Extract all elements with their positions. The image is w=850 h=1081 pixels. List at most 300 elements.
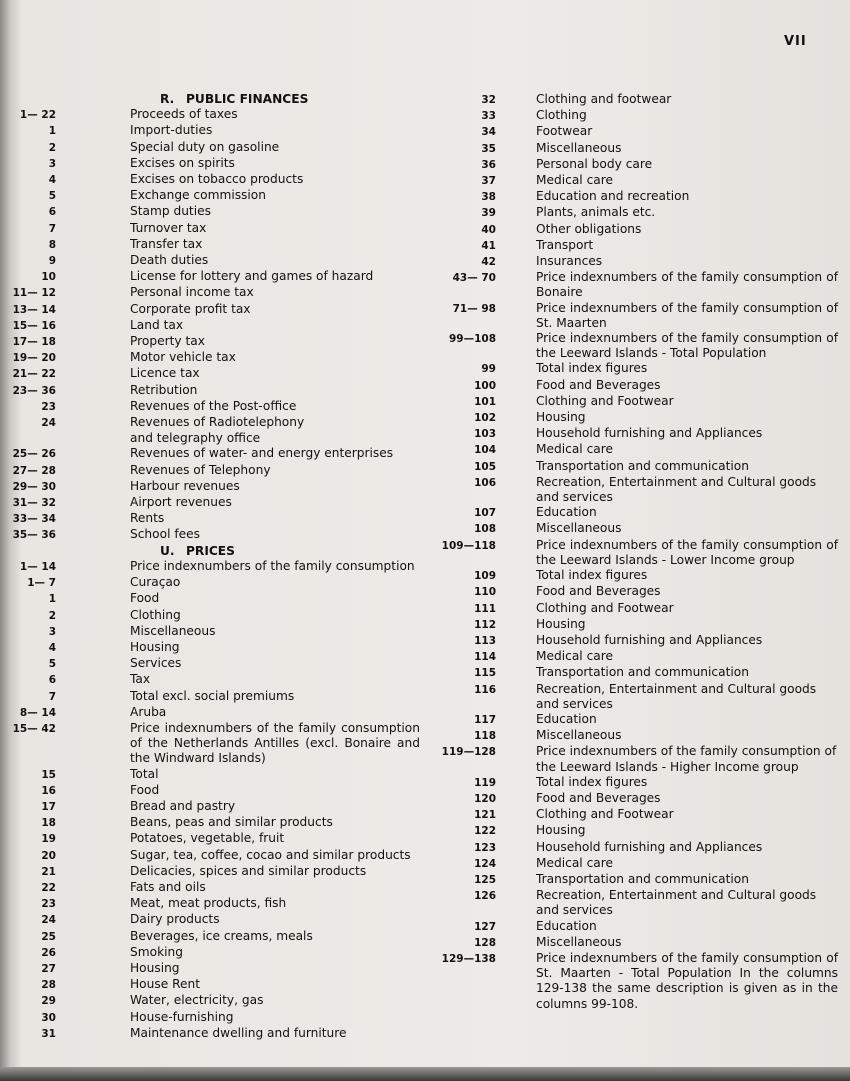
table-entry [428, 649, 838, 665]
entry-number: 102 [474, 412, 496, 425]
table-entry [428, 712, 838, 728]
table-entry [0, 495, 420, 511]
entry-number: 3 [48, 625, 56, 638]
entry-number: 118 [474, 730, 496, 743]
table-entry [428, 361, 838, 377]
entry-number: 122 [474, 825, 496, 838]
entry-description: Plants, animals etc. [536, 205, 656, 220]
entry-number: 43— 70 [452, 272, 496, 285]
entry-number: 13— 14 [12, 303, 56, 316]
table-entry [0, 383, 420, 399]
entry-number: 38 [481, 191, 496, 204]
entry-number: 99 [481, 363, 496, 376]
entry-number: 33— 34 [12, 513, 56, 526]
table-entry [428, 238, 838, 254]
entry-description: Education and recreation [536, 189, 690, 204]
entry-description: Fats and oils [130, 879, 206, 894]
entry-description: Food and Beverages [536, 584, 661, 599]
section-letter: U. [160, 543, 175, 558]
entry-number: 25 [41, 930, 56, 943]
entry-description: Meat, meat products, fish [130, 896, 287, 911]
table-entry [428, 378, 838, 394]
entry-description: Beans, peas and similar products [130, 815, 333, 830]
entry-description: Medical care [536, 649, 613, 664]
section-letter: R. [160, 92, 175, 106]
table-entry [0, 431, 420, 446]
entry-description: Price indexnumbers of the family consumption of the Leeward Islands - Lower Income group [536, 537, 838, 567]
entry-description: Medical care [536, 855, 613, 870]
table-entry [428, 728, 838, 744]
entry-description: Death duties [130, 253, 209, 268]
entry-number: 101 [474, 395, 496, 408]
entry-number: 113 [474, 634, 496, 647]
entry-number: 40 [481, 223, 496, 236]
entry-description: Water, electricity, gas [130, 993, 264, 1008]
table-entry [0, 285, 420, 301]
entry-number: 71— 98 [452, 302, 496, 315]
entry-number: 108 [474, 523, 496, 536]
entry-number: 37 [481, 175, 496, 188]
entry-number: 22 [41, 881, 56, 894]
entry-number: 15 [41, 768, 56, 781]
table-entry [0, 945, 420, 961]
entry-description: Corporate profit tax [130, 301, 251, 316]
entry-description: License for lottery and games of hazard [130, 269, 374, 284]
entry-number: 111 [474, 602, 496, 615]
table-entry [428, 633, 838, 649]
entry-number: 2 [48, 609, 56, 622]
entry-description: Price indexnumbers of the family consumption of St. Maarten [536, 300, 838, 330]
table-entry [0, 608, 420, 624]
table-entry [0, 672, 420, 688]
table-entry [0, 961, 420, 977]
entry-description: Airport revenues [130, 495, 232, 510]
entry-number: 26 [41, 946, 56, 959]
table-entry [0, 799, 420, 815]
entry-description: Import-duties [130, 123, 213, 138]
entry-description: Medical care [536, 173, 613, 188]
table-entry [0, 896, 420, 912]
entry-number: 30 [41, 1011, 56, 1024]
entry-description: Education [536, 711, 597, 726]
entry-number: 123 [474, 841, 496, 854]
entry-description: Revenues of the Post-office [130, 398, 297, 413]
entry-description: Personal income tax [130, 285, 254, 300]
entry-number: 103 [474, 428, 496, 441]
entry-number: 100 [474, 379, 496, 392]
entry-number: 110 [474, 586, 496, 599]
entry-description: Beverages, ice creams, meals [130, 928, 313, 943]
table-entry [428, 919, 838, 935]
table-entry [0, 1010, 420, 1026]
table-entry [428, 568, 838, 584]
table-entry [0, 880, 420, 896]
table-entry [428, 92, 838, 108]
entry-description: Total excl. social premiums [130, 688, 295, 703]
entry-number: 41 [481, 239, 496, 252]
entry-number: 126 [474, 890, 496, 903]
entry-description: House Rent [130, 977, 200, 992]
table-entry [0, 107, 420, 123]
entry-description: Miscellaneous [130, 623, 216, 638]
entry-description: Licence tax [130, 366, 200, 381]
table-entry [0, 993, 420, 1009]
entry-description: Total index figures [536, 568, 648, 583]
entry-description: Food and Beverages [536, 377, 661, 392]
table-entry [428, 426, 838, 442]
entry-description: Clothing [536, 108, 587, 123]
entry-description: Exchange commission [130, 188, 266, 203]
entry-number: 31 [41, 1027, 56, 1040]
entry-number: 42 [481, 256, 496, 269]
table-entry [428, 394, 838, 410]
entry-number: 120 [474, 792, 496, 805]
entry-number: 20 [41, 849, 56, 862]
entry-number: 15— 42 [12, 722, 56, 735]
entry-description: Land tax [130, 317, 184, 332]
entry-number: 117 [474, 713, 496, 726]
table-entry [0, 221, 420, 237]
table-entry [0, 511, 420, 527]
entry-description: Clothing and Footwear [536, 600, 674, 615]
entry-description: Food and Beverages [536, 790, 661, 805]
entry-number: 107 [474, 507, 496, 520]
entry-description: Food [130, 782, 160, 797]
entry-description: and telegraphy office [130, 431, 261, 446]
entry-number: 21— 22 [12, 368, 56, 381]
entry-description: Education [536, 505, 597, 520]
entry-description: Footwear [536, 124, 593, 139]
entry-number: 10 [41, 271, 56, 284]
heading-spacer [0, 544, 56, 545]
entry-description: Special duty on gasoline [130, 139, 280, 154]
entry-description: Total index figures [536, 361, 648, 376]
table-entry [0, 1026, 420, 1042]
entry-number: 4 [48, 641, 56, 654]
entry-description: School fees [130, 527, 200, 542]
entry-description: Price indexnumbers of the family consumption [130, 558, 415, 573]
entry-description: Curaçao [130, 575, 181, 590]
entry-description: Services [130, 656, 182, 671]
entry-number: 21 [41, 865, 56, 878]
table-entry [428, 791, 838, 807]
entry-description: Clothing [130, 607, 181, 622]
entry-description: Education [536, 918, 597, 933]
table-entry [428, 108, 838, 124]
table-entry [0, 815, 420, 831]
entry-number: 8— 14 [19, 706, 56, 719]
section-title [56, 92, 420, 107]
entry-description: Price indexnumbers of the family consumption of Bonaire [536, 270, 838, 300]
entry-number: 29— 30 [12, 480, 56, 493]
entry-description: Miscellaneous [536, 934, 622, 949]
table-entry [428, 124, 838, 140]
table-entry [428, 301, 838, 331]
table-entry [0, 334, 420, 350]
entry-description: Motor vehicle tax [130, 350, 236, 365]
entry-number: 7 [48, 690, 56, 703]
entry-description: Rents [130, 511, 165, 526]
section-title-text: PRICES [186, 543, 235, 558]
entry-description: Transportation and communication [536, 871, 749, 886]
entry-number: 17— 18 [12, 336, 56, 349]
table-entry [428, 505, 838, 521]
table-entry [428, 856, 838, 872]
entry-number: 29 [41, 995, 56, 1008]
table-entry [0, 318, 420, 334]
table-entry [428, 475, 838, 505]
table-entry [0, 767, 420, 783]
entry-description: Price indexnumbers of the family consumption of the Leeward Islands - Total Population [536, 331, 838, 361]
table-entry [0, 204, 420, 220]
entry-description: Insurances [536, 254, 603, 269]
entry-number: 99—108 [448, 333, 496, 346]
section-heading [0, 544, 420, 559]
table-entry [0, 689, 420, 705]
entry-number: 119 [474, 776, 496, 789]
entry-description: Recreation, Entertainment and Cultural goods and services [536, 888, 817, 918]
entry-number: 109 [474, 570, 496, 583]
entry-number: 19 [41, 833, 56, 846]
entry-number: 7 [48, 222, 56, 235]
entry-number: 4 [48, 174, 56, 187]
table-entry [428, 459, 838, 475]
table-entry [0, 253, 420, 269]
table-entry [0, 269, 420, 285]
entry-number: 124 [474, 857, 496, 870]
table-entry [0, 237, 420, 253]
table-entry [0, 864, 420, 880]
entry-number: 2 [48, 141, 56, 154]
table-entry [0, 848, 420, 864]
entry-number: 15— 16 [12, 319, 56, 332]
table-entry [428, 840, 838, 856]
entry-number: 121 [474, 809, 496, 822]
table-entry [428, 744, 838, 774]
entry-description: Housing [536, 616, 586, 631]
entry-number: 23 [41, 898, 56, 911]
entry-description: Turnover tax [130, 220, 207, 235]
table-entry [428, 601, 838, 617]
table-entry [428, 538, 838, 568]
page-bottom-edge [0, 1067, 850, 1081]
entry-number: 36 [481, 158, 496, 171]
page-number: VII [784, 34, 807, 49]
table-entry [0, 929, 420, 945]
entry-description: Household furnishing and Appliances [536, 839, 763, 854]
table-entry [0, 140, 420, 156]
table-entry [0, 783, 420, 799]
entry-description: Excises on tobacco products [130, 172, 304, 187]
table-entry [0, 188, 420, 204]
entry-description: Transportation and communication [536, 665, 749, 680]
entry-description: Dairy products [130, 912, 220, 927]
entry-description: Clothing and Footwear [536, 393, 674, 408]
entry-number: 115 [474, 667, 496, 680]
entry-description: Miscellaneous [536, 521, 622, 536]
table-entry [0, 415, 420, 431]
entry-description: Maintenance dwelling and furniture [130, 1025, 347, 1040]
entry-number: 24 [41, 914, 56, 927]
entry-number: 3 [48, 157, 56, 170]
entry-description: Sugar, tea, coffee, cocao and similar products [130, 847, 411, 862]
entry-number: 34 [481, 126, 496, 139]
entry-number: 33 [481, 110, 496, 123]
entry-number: 27— 28 [12, 464, 56, 477]
left-column [0, 92, 420, 1042]
entry-number: 128 [474, 936, 496, 949]
entry-number: 1 [48, 593, 56, 606]
entry-number: 106 [474, 476, 496, 489]
table-entry [428, 141, 838, 157]
entry-number: 39 [481, 207, 496, 220]
entry-number: 8 [48, 238, 56, 251]
entry-description: Revenues of water- and energy enterprises [130, 446, 394, 461]
table-entry [0, 446, 420, 462]
entry-description: Revenues of Telephony [130, 462, 271, 477]
table-entry [428, 222, 838, 238]
table-entry [0, 172, 420, 188]
entry-description: Household furnishing and Appliances [536, 632, 763, 647]
table-entry [428, 775, 838, 791]
entry-description: Price indexnumbers of the family consumption of the Netherlands Antilles (excl. Bonaire and the Windward Islands) [130, 720, 420, 766]
heading-spacer [0, 92, 56, 93]
entry-number: 112 [474, 618, 496, 631]
entry-description: Medical care [536, 442, 613, 457]
entry-description: Personal body care [536, 156, 653, 171]
entry-description: Aruba [130, 704, 167, 719]
entry-number: 6 [48, 674, 56, 687]
entry-number: 125 [474, 873, 496, 886]
table-entry [428, 935, 838, 951]
entry-description: Other obligations [536, 221, 642, 236]
entry-number: 9 [48, 255, 56, 268]
table-entry [0, 463, 420, 479]
entry-number: 1— 7 [27, 577, 56, 590]
entry-description: Transport [536, 237, 594, 252]
table-entry [0, 350, 420, 366]
entry-description: Transfer tax [130, 236, 203, 251]
entry-description: Recreation, Entertainment and Cultural goods and services [536, 681, 817, 711]
table-entry [428, 157, 838, 173]
entry-description: Smoking [130, 944, 183, 959]
entry-number: 119—128 [441, 746, 496, 759]
entry-description: Property tax [130, 334, 205, 349]
entry-number: 25— 26 [12, 448, 56, 461]
entry-number: 17 [41, 800, 56, 813]
table-entry [0, 527, 420, 543]
table-entry [0, 302, 420, 318]
entry-number: 116 [474, 683, 496, 696]
entry-number: 27 [41, 962, 56, 975]
entry-description: Housing [536, 410, 586, 425]
table-entry [0, 640, 420, 656]
entry-description: Housing [536, 823, 586, 838]
entry-description: Bread and pastry [130, 798, 236, 813]
table-entry [428, 617, 838, 633]
entry-number: 6 [48, 206, 56, 219]
table-entry [0, 624, 420, 640]
entry-description: Total index figures [536, 774, 648, 789]
table-entry [428, 951, 838, 1012]
table-entry [0, 656, 420, 672]
table-entry [0, 366, 420, 382]
entry-description: Household furnishing and Appliances [536, 426, 763, 441]
entry-number: 23 [41, 400, 56, 413]
entry-description: Proceeds of taxes [130, 107, 238, 122]
entry-number: 31— 32 [12, 497, 56, 510]
entry-description: Clothing and footwear [536, 92, 672, 106]
entry-number: 1— 22 [19, 109, 56, 122]
entry-number [0, 431, 56, 432]
entry-description: Transportation and communication [536, 458, 749, 473]
entry-description: Potatoes, vegetable, fruit [130, 831, 285, 846]
table-entry [428, 807, 838, 823]
entry-number: 114 [474, 651, 496, 664]
entry-description: Miscellaneous [536, 728, 622, 743]
entry-number: 109—118 [441, 539, 496, 552]
entry-number: 5 [48, 658, 56, 671]
entry-description: Miscellaneous [536, 140, 622, 155]
entry-description: House-furnishing [130, 1009, 234, 1024]
table-entry [428, 584, 838, 600]
table-entry [428, 888, 838, 918]
entry-number: 32 [481, 94, 496, 106]
entry-description: Delicacies, spices and similar products [130, 863, 367, 878]
table-entry [0, 977, 420, 993]
entry-number: 104 [474, 444, 496, 457]
entry-description: Recreation, Entertainment and Cultural goods and services [536, 474, 817, 505]
entry-description: Price indexnumbers of the family consumption of St. Maarten - Total Population In the columns 129-138 the same description is given as in the columns 99-108. [536, 950, 838, 1011]
table-entry [0, 559, 420, 575]
entry-number: 129—138 [441, 952, 496, 965]
entry-number: 11— 12 [12, 287, 56, 300]
table-entry [0, 831, 420, 847]
table-entry [428, 521, 838, 537]
entry-description: Tax [130, 672, 151, 687]
entry-number: 18 [41, 817, 56, 830]
table-entry [428, 442, 838, 458]
entry-description: Price indexnumbers of the family consumption of the Leeward Islands - Higher Income group [536, 744, 837, 774]
section-title-text: PUBLIC FINANCES [186, 92, 309, 106]
table-entry [428, 173, 838, 189]
entry-description: Housing [130, 960, 180, 975]
entry-description: Excises on spirits [130, 155, 235, 170]
entry-number: 1— 14 [19, 560, 56, 573]
entry-number: 127 [474, 920, 496, 933]
table-entry [0, 123, 420, 139]
table-entry [428, 665, 838, 681]
table-entry [0, 721, 420, 767]
table-entry [428, 682, 838, 712]
table-entry [428, 189, 838, 205]
entry-description: Food [130, 591, 160, 606]
entry-number: 1 [48, 125, 56, 138]
table-entry [428, 270, 838, 300]
table-entry [0, 591, 420, 607]
entry-description: Clothing and Footwear [536, 807, 674, 822]
right-column [428, 92, 838, 1012]
entry-number: 28 [41, 979, 56, 992]
table-entry [0, 479, 420, 495]
entry-number: 24 [41, 417, 56, 430]
section-title [56, 544, 420, 559]
entry-description: Harbour revenues [130, 478, 240, 493]
table-entry [428, 872, 838, 888]
entry-description: Housing [130, 639, 180, 654]
entry-description: Total [130, 766, 159, 781]
table-entry [428, 205, 838, 221]
